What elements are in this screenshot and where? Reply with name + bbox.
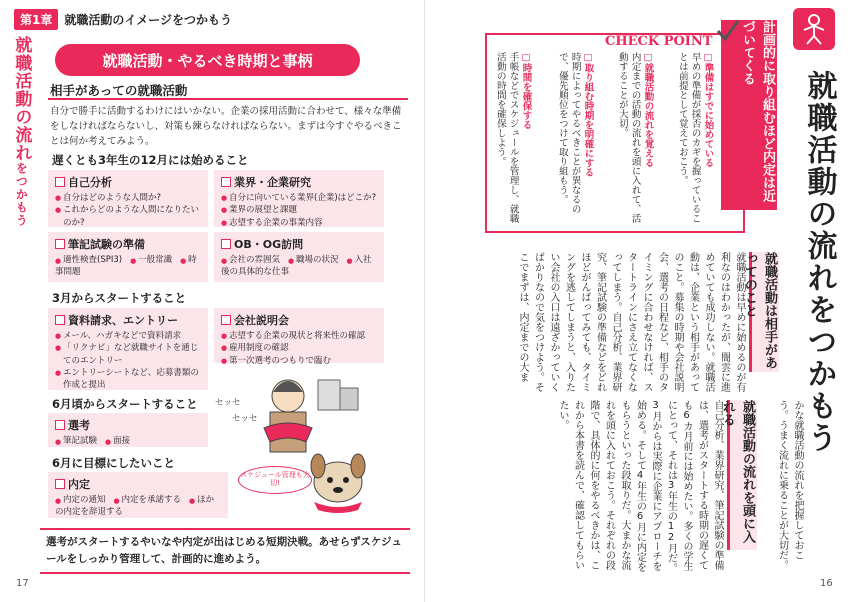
checkmark-icon xyxy=(715,18,741,44)
side-title-main: 就職活動の流れ xyxy=(11,36,32,162)
checkbox-icon xyxy=(221,177,231,187)
checkpoint-body: 早めの準備が採否のカギを握っていることは前提として覚えておこう。 xyxy=(676,52,701,223)
list-item: ● 雇用制度の確認 xyxy=(221,342,377,354)
list-item: ● 会社の雰囲気 xyxy=(221,255,280,265)
checkpoint-item xyxy=(493,52,531,227)
checkbox-icon xyxy=(55,420,65,430)
box-selection xyxy=(48,413,208,447)
checkpoint-head: □準備はすでに始めている xyxy=(702,52,714,168)
chapter-title: 就職活動のイメージをつかもう xyxy=(64,13,233,27)
list-item: ● 業界の展望と課題 xyxy=(221,204,377,216)
chapter-header xyxy=(14,9,232,30)
list-item: ● 志望する企業の事業内容 xyxy=(221,217,377,229)
box-industry-research xyxy=(214,170,384,227)
sound-effect: セッセ xyxy=(232,414,258,424)
highlight-band: 計画的に取り組むほど内定は近づいてくる xyxy=(721,20,777,210)
sound-effect: セッセ xyxy=(215,398,241,408)
list-item: ● 「リクナビ」など就職サイトを通じてのエントリー xyxy=(55,342,201,367)
box-title: 資料請求、エントリー xyxy=(68,314,178,327)
list-item: ● これからどのような人間になりたいのか? xyxy=(55,204,201,229)
list-item: ● 内定の通知 xyxy=(55,495,106,505)
right-page xyxy=(425,0,850,602)
bottom-note: 選考がスタートするやいなや内定が出はじめる短期決戦。あせらずスケジュールをしっかり管理して、計画的に進めよう。 xyxy=(40,528,410,574)
list-item: ● 内定を承諾する xyxy=(114,495,182,505)
checkbox-icon xyxy=(55,239,65,249)
list-item: ● 筆記試験 xyxy=(55,436,97,446)
list-item: ● 自分はどのような人間か? xyxy=(55,192,201,204)
list-item: ● 面接 xyxy=(105,436,130,446)
box-offer xyxy=(48,472,228,518)
list-item: ● 一般常識 xyxy=(130,255,172,265)
list-item: ● エントリーシートなど、応募書類の作成と提出 xyxy=(55,367,201,392)
box-title: 自己分析 xyxy=(68,176,112,189)
page-number-right: 16 xyxy=(820,578,833,589)
checkpoint-body: 内定までの活動の流れを頭に入れて、活動することが大切。 xyxy=(616,52,641,223)
phase-heading-3: 6月頃からスタートすること xyxy=(52,397,198,411)
speech-bubble: スケジュール管理も大切! xyxy=(238,466,312,494)
body-text-2: 自己分析、業界研究、筆記試験の準備は、選考がスタートする時期の遅くても6カ月前には始めたい。多くの学生にとって、それは3年生の12月だ。3月からは実際に企業にアプローチを始める。そして4年生の6月に内定をもらうといった段取りだ。大まかな流れを頭に入れておこう。それぞれの段階で、具体的に何をやるべきかは、これから本書を読んで、確認してもらいたい。 xyxy=(557,400,723,573)
checkbox-icon xyxy=(55,177,65,187)
checkpoint-body: 手帳などでスケジュールを管理し、就職活動の時間を確保しよう。 xyxy=(494,52,519,223)
figure-icon xyxy=(793,8,835,50)
list-item: ● ほかの内定を辞退する xyxy=(55,495,214,517)
checkbox-icon xyxy=(221,315,231,325)
intro-text: 自分で勝手に活動するわけにはいかない。企業の採用活動に合わせて、様々な準備をしなければならないし、対策も練らなければならない。まずは今すぐやるべきことは何か考えてみよう。 xyxy=(50,106,402,148)
box-ob-og-visit xyxy=(214,232,384,282)
list-item: ● 第一次選考のつもりで臨む xyxy=(221,355,377,367)
check-point-label: CHECK POINT xyxy=(605,34,713,49)
checkpoint-head: □取り組む時期を明確にする xyxy=(582,52,594,177)
box-title: 筆記試験の準備 xyxy=(68,238,145,251)
list-item: ● メール、ハガキなどで資料請求 xyxy=(55,330,201,342)
chapter-badge: 第1章 xyxy=(14,9,58,30)
phase-heading-4: 6月に目標にしたいこと xyxy=(52,456,176,470)
box-title: OB・OG訪問 xyxy=(234,238,304,251)
checkpoint-item xyxy=(675,52,713,227)
phase-heading-2: 3月からスタートすること xyxy=(52,291,187,305)
subheading-2: 就職活動の流れを頭に入れる xyxy=(727,400,757,550)
box-entry xyxy=(48,308,208,390)
body-text-0: かな就職活動の流れを把握しておこう。うまく流れに乗ることが大切だ。 xyxy=(776,400,803,570)
checkbox-icon xyxy=(55,479,65,489)
box-title: 内定 xyxy=(68,478,90,491)
list-item: ● 志望する企業の現状と将来性の確認 xyxy=(221,330,377,342)
list-item: ● 適性検査(SPI3) xyxy=(55,255,122,265)
side-title xyxy=(8,36,34,227)
phase-heading-1: 遅くとも3年生の12月には始めること xyxy=(52,153,249,167)
side-title-small: をつかもう xyxy=(14,162,29,227)
box-written-test xyxy=(48,232,208,282)
box-self-analysis xyxy=(48,170,208,227)
list-item: ● 入社後の具体的な仕事 xyxy=(221,255,372,277)
dog-illustration xyxy=(300,450,380,520)
body-text-1: 就職活動は早めに始めるのが有利なのはわかったが、闇雲に進めていても成功しない。就職活動は、企業という相手があってのこと。募集の時期や会社説明会、選考の日程など、相手のタイミングに合わせなければ、スタートラインにさえ立てなくなってしまう。自己分析、業界研究、筆記試験の準備などをどれほどがんばってみても、タイミングを逃してしまうと、入りたい会社の入口は遠ざかっていくばかりなので気をつけよう。そこでまずは、内定までの大ま xyxy=(517,252,745,392)
box-title: 選考 xyxy=(68,419,90,432)
checkpoint-head: □時間を確保する xyxy=(520,52,532,130)
box-title: 会社説明会 xyxy=(234,314,289,327)
subheading-1: 就職活動は相手があってのこと xyxy=(749,252,779,372)
checkpoint-item xyxy=(615,52,653,227)
checkpoint-body: 時期によってやるべきことが異なるので、優先順位をつけて取り組もう。 xyxy=(556,52,581,214)
box-title: 業界・企業研究 xyxy=(234,176,311,189)
checkbox-icon xyxy=(221,239,231,249)
checkpoint-item xyxy=(555,52,593,227)
main-heading: 就職活動・やるべき時期と事柄 xyxy=(55,44,360,76)
section-rule xyxy=(48,98,408,100)
checkpoint-head: □就職活動の流れを覚える xyxy=(642,52,654,168)
page-number-left: 17 xyxy=(16,578,29,589)
checkbox-icon xyxy=(55,315,65,325)
box-seminar xyxy=(214,308,384,366)
section-title: 相手があっての就職活動 xyxy=(50,83,188,98)
list-item: ● 自分に向いている業界(企業)はどこか? xyxy=(221,192,377,204)
page-title: 就職活動の流れをつかもう xyxy=(801,70,837,454)
list-item: ● 職場の状況 xyxy=(288,255,339,265)
list-item: ● 時事問題 xyxy=(55,255,197,277)
